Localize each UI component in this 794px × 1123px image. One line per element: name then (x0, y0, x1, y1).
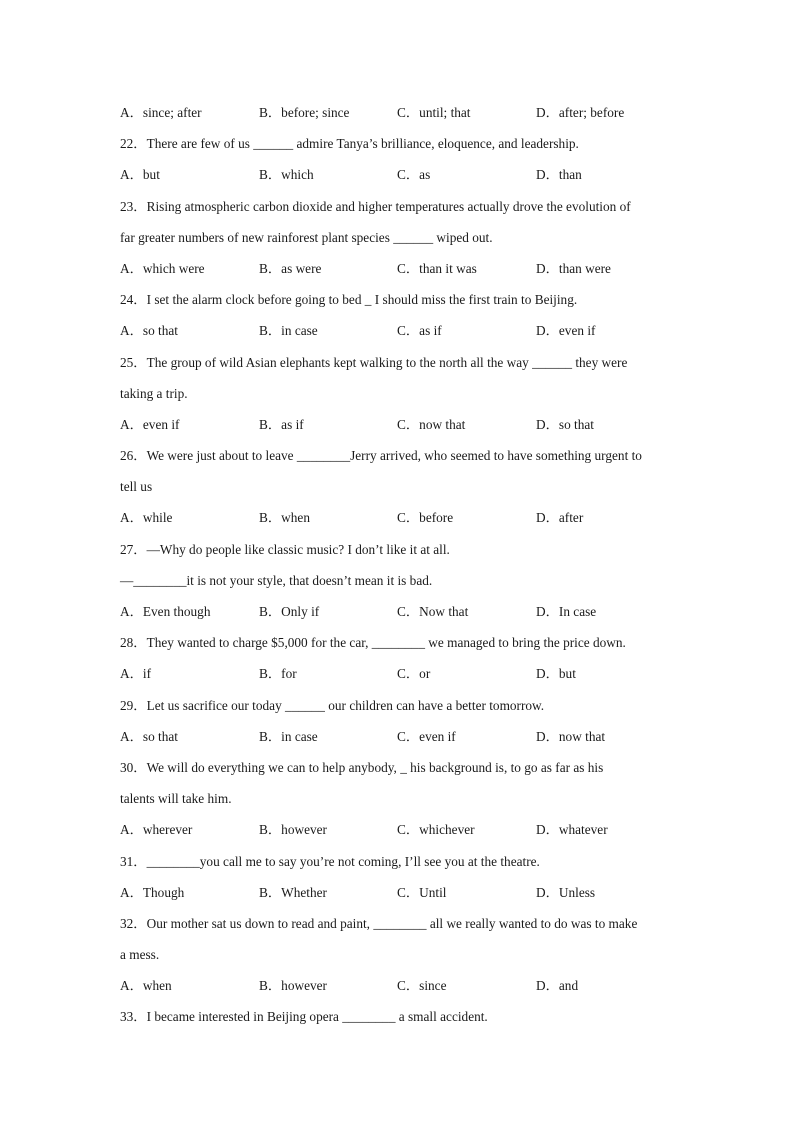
question-text-line: 28．They wanted to charge $5,000 for the car, ________ we managed to bring the price down. (120, 635, 626, 651)
question-text-line: tell us (120, 479, 153, 495)
option-b: B．in case (259, 323, 318, 339)
question-text-line: talents will take him. (120, 791, 232, 807)
option-c: C．even if (397, 728, 456, 744)
option-a: A．which were (120, 260, 205, 276)
option-d: D．after; before (536, 105, 625, 120)
question-text-line: 32．Our mother sat us down to read and paint, ________ all we really wanted to do was to make (120, 915, 638, 931)
option-b: B．Only if (259, 604, 320, 619)
question-text-line: 23．Rising atmospheric carbon dioxide and higher temperatures actually drove the evolution of (120, 198, 631, 214)
answer-options-row (0, 502, 794, 533)
option-c: C．as if (397, 323, 442, 339)
option-d: D．Unless (536, 884, 596, 900)
option-a: A．so that (120, 728, 178, 744)
option-a: A．when (120, 978, 172, 994)
answer-options-row (0, 814, 794, 845)
option-b: B．Whether (259, 884, 327, 900)
question-text-line: a mess. (120, 947, 160, 963)
answer-options-row (0, 97, 794, 128)
answer-options-row (0, 721, 794, 752)
option-a: A．even if (120, 416, 180, 432)
option-a: A．since; after (120, 105, 202, 120)
option-b: B．before; since (259, 105, 350, 120)
option-c: C．whichever (397, 822, 475, 838)
option-c: C．before (397, 510, 454, 526)
option-b: B．when (259, 510, 310, 526)
option-c: C．Until (397, 884, 447, 900)
option-d: D．but (536, 666, 576, 682)
question-text-line: —________it is not your style, that doesn’t mean it is bad. (120, 572, 433, 588)
option-c: C．than it was (397, 260, 477, 276)
option-c: C．or (397, 666, 431, 682)
option-d: D．and (536, 978, 579, 994)
question-text-line: 30．We will do everything we can to help anybody, _ his background is, to go as far as his (120, 759, 604, 775)
question-text-line: 26．We were just about to leave ________Jerry arrived, who seemed to have something urgent to (120, 448, 642, 464)
option-d: D．so that (536, 416, 594, 432)
question-text-line: 25．The group of wild Asian elephants kept walking to the north all the way ______ they were (120, 354, 628, 370)
option-c: C．as (397, 167, 431, 183)
question-text-line: 33．I became interested in Beijing opera ________ a small accident. (120, 1009, 488, 1025)
option-b: B．however (259, 822, 327, 838)
option-a: A．while (120, 510, 173, 526)
answer-options-row (0, 253, 794, 284)
option-a: A．if (120, 666, 152, 682)
question-text-line: 31．________you call me to say you’re not coming, I’ll see you at the theatre. (120, 853, 540, 869)
question-text-line: 27．—Why do people like classic music? I don’t like it at all. (120, 541, 450, 557)
option-a: A．Though (120, 884, 185, 900)
question-text-line: taking a trip. (120, 385, 188, 401)
option-d: D．than were (536, 260, 611, 276)
option-d: D．after (536, 510, 584, 526)
option-b: B．for (259, 666, 297, 682)
answer-options-row (0, 409, 794, 440)
option-c: C．now that (397, 416, 466, 432)
option-a: A．but (120, 167, 160, 183)
option-c: C．until; that (397, 105, 471, 120)
answer-options-row (0, 159, 794, 190)
option-c: C．Now that (397, 604, 469, 619)
option-b: B．as if (259, 416, 304, 432)
answer-options-row (0, 658, 794, 689)
option-d: D．now that (536, 728, 606, 744)
option-b: B．which (259, 167, 314, 183)
document-page (0, 97, 794, 1033)
question-text-line: 29．Let us sacrifice our today ______ our children can have a better tomorrow. (120, 697, 545, 713)
option-d: D．than (536, 167, 582, 183)
option-a: A．wherever (120, 822, 193, 838)
question-text-line: 24．I set the alarm clock before going to bed _ I should miss the first train to Beijing. (120, 292, 578, 308)
answer-options-row (0, 596, 794, 627)
question-text-line: far greater numbers of new rainforest plant species ______ wiped out. (120, 229, 493, 245)
option-d: D．even if (536, 323, 596, 339)
option-d: D．whatever (536, 822, 608, 838)
answer-options-row (0, 315, 794, 346)
answer-options-row (0, 970, 794, 1001)
option-b: B．as were (259, 260, 322, 276)
option-d: D．In case (536, 604, 597, 619)
answer-options-row (0, 877, 794, 908)
option-c: C．since (397, 978, 447, 994)
option-b: B．however (259, 978, 327, 994)
option-a: A．Even though (120, 604, 211, 619)
option-a: A．so that (120, 323, 178, 339)
question-text-line: 22．There are few of us ______ admire Tanya’s brilliance, eloquence, and leadership. (120, 136, 579, 152)
option-b: B．in case (259, 728, 318, 744)
